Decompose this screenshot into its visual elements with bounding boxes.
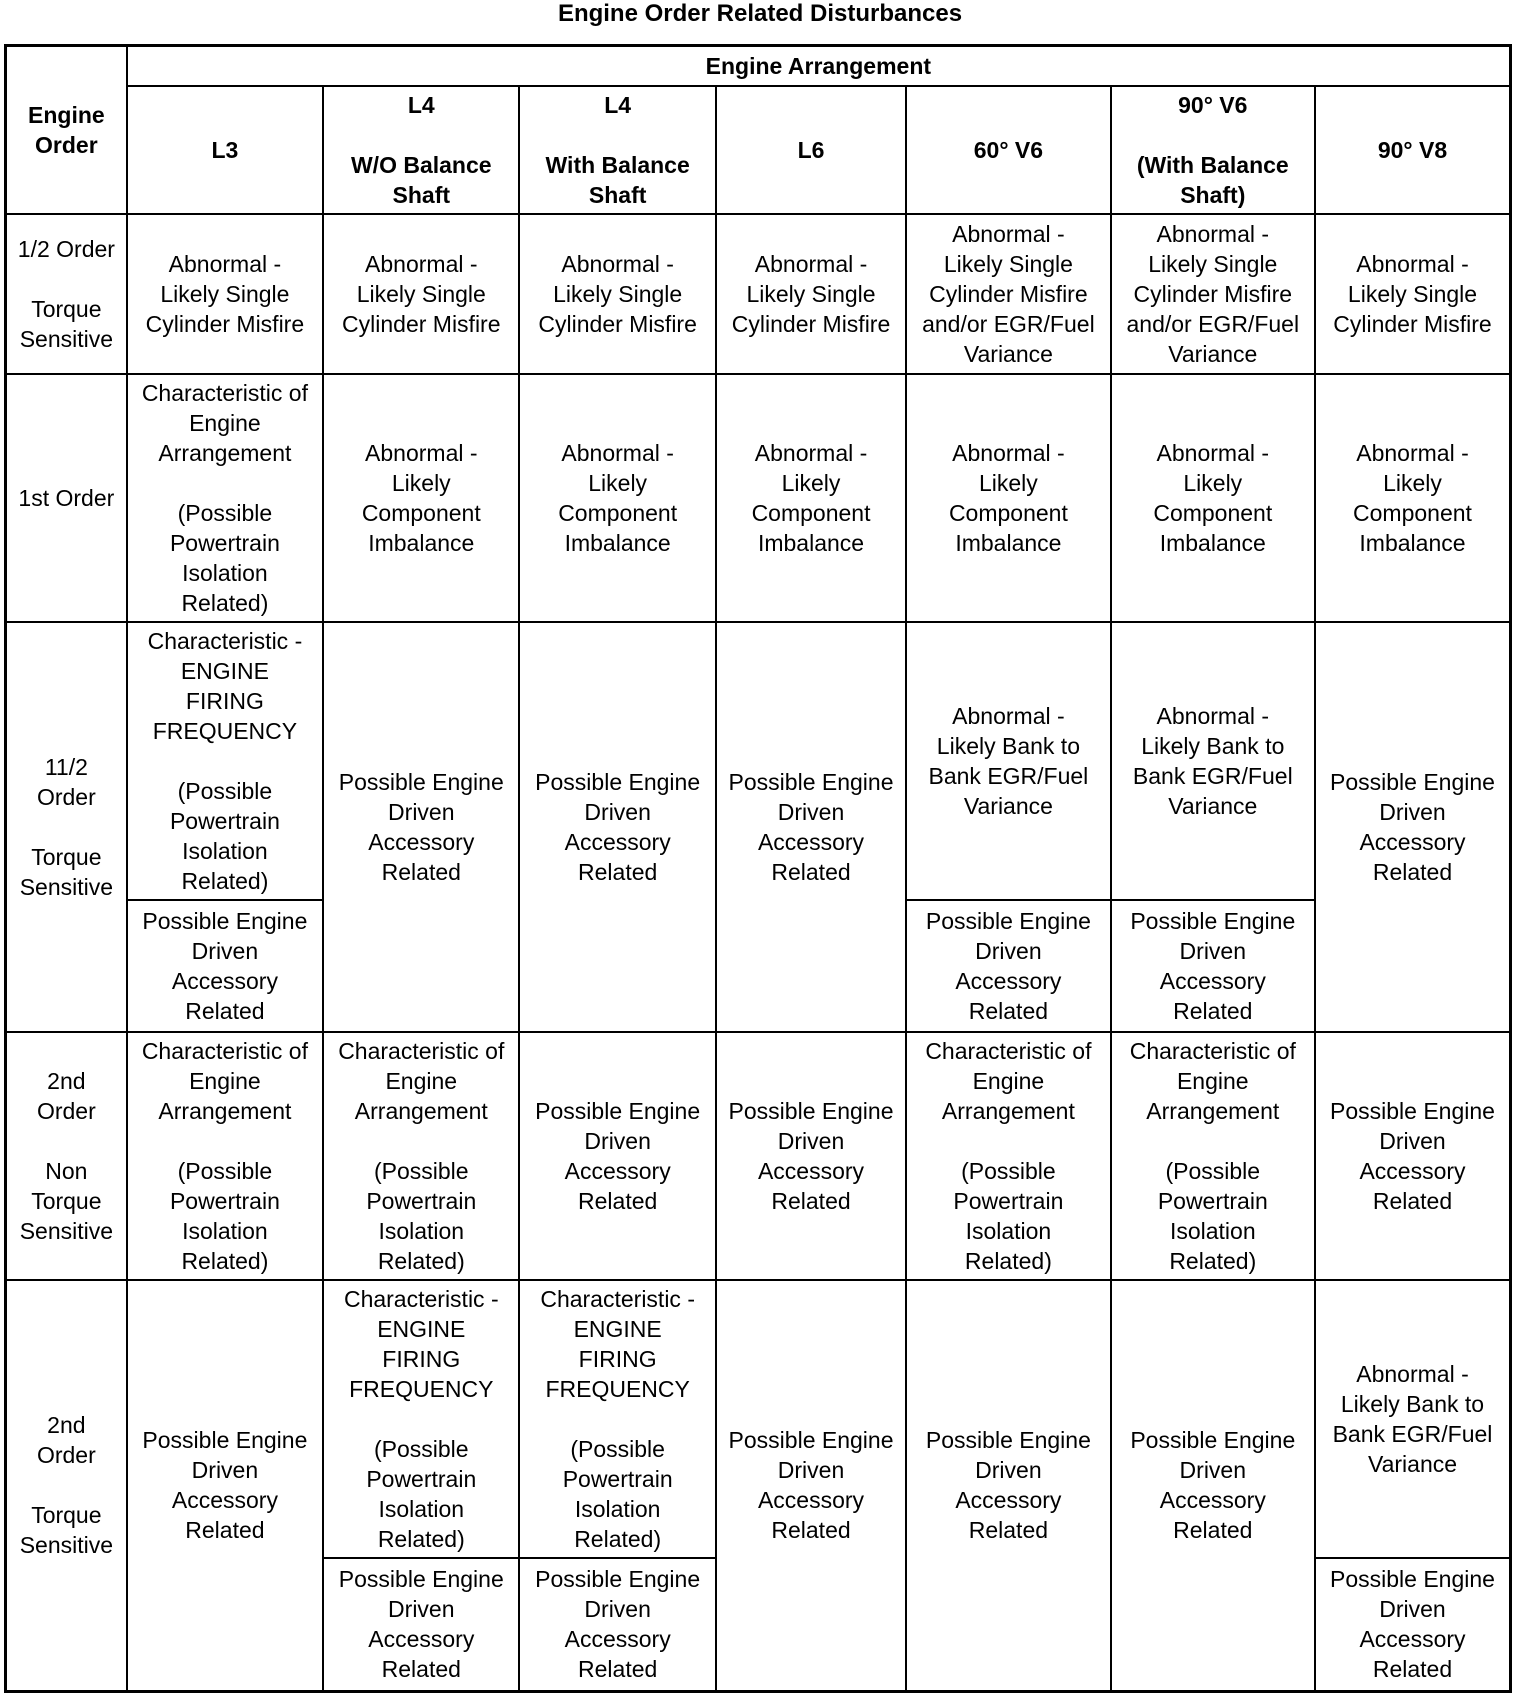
cell-secondtorque-l6: Possible Engine Driven Accessory Related xyxy=(716,1280,906,1692)
cell-onehalf-l4-wo: Possible Engine Driven Accessory Related xyxy=(323,622,519,1032)
header-row-columns xyxy=(6,86,1511,214)
cell-half-60-v6: Abnormal - Likely Single Cylinder Misfire and/or EGR/Fuel Variance xyxy=(906,214,1110,374)
cell-onehalf-l3-top: Characteristic - ENGINE FIRING FREQUENCY (Possible Powertrain Isolation Related) xyxy=(127,622,323,900)
cell-first-l4-with: Abnormal - Likely Component Imbalance xyxy=(519,374,715,622)
cell-first-l3: Characteristic of Engine Arrangement (Possible Powertrain Isolation Related) xyxy=(127,374,323,622)
col-header-60-v6: 60° V6 xyxy=(906,86,1110,214)
cell-onehalf-90-v8: Possible Engine Driven Accessory Related xyxy=(1315,622,1511,1032)
cell-secondnon-90-v6: Characteristic of Engine Arrangement (Possible Powertrain Isolation Related) xyxy=(1111,1032,1315,1280)
cell-secondtorque-l4-wo-top: Characteristic - ENGINE FIRING FREQUENCY (Possible Powertrain Isolation Related) xyxy=(323,1280,519,1558)
cell-onehalf-60-v6-top: Abnormal - Likely Bank to Bank EGR/Fuel Variance xyxy=(906,622,1110,900)
row-one-half-order-top xyxy=(6,622,1511,900)
row-half-order xyxy=(6,214,1511,374)
cell-secondtorque-l4-with-bottom: Possible Engine Driven Accessory Related xyxy=(519,1558,715,1692)
cell-half-90-v6: Abnormal - Likely Single Cylinder Misfire and/or EGR/Fuel Variance xyxy=(1111,214,1315,374)
cell-secondnon-90-v8: Possible Engine Driven Accessory Related xyxy=(1315,1032,1511,1280)
cell-onehalf-l3-bottom: Possible Engine Driven Accessory Related xyxy=(127,900,323,1032)
cell-secondnon-l4-with: Possible Engine Driven Accessory Related xyxy=(519,1032,715,1280)
page-title: Engine Order Related Disturbances xyxy=(557,0,963,27)
disturbance-table xyxy=(4,44,1512,1693)
cell-secondtorque-90-v6: Possible Engine Driven Accessory Related xyxy=(1111,1280,1315,1692)
header-row-arrangement xyxy=(6,46,1511,86)
row-second-order-torque-top xyxy=(6,1280,1511,1558)
col-header-90-v8: 90° V8 xyxy=(1315,86,1511,214)
header-engine-arrangement: Engine Arrangement xyxy=(127,46,1511,86)
row-label-one-half-order: 11/2 Order Torque Sensitive xyxy=(6,622,127,1032)
cell-secondnon-60-v6: Characteristic of Engine Arrangement (Possible Powertrain Isolation Related) xyxy=(906,1032,1110,1280)
cell-secondtorque-90-v8-top: Abnormal - Likely Bank to Bank EGR/Fuel Variance xyxy=(1315,1280,1511,1558)
cell-secondtorque-l4-wo-bottom: Possible Engine Driven Accessory Related xyxy=(323,1558,519,1692)
cell-half-l3: Abnormal - Likely Single Cylinder Misfire xyxy=(127,214,323,374)
cell-first-90-v6: Abnormal - Likely Component Imbalance xyxy=(1111,374,1315,622)
cell-first-l4-wo: Abnormal - Likely Component Imbalance xyxy=(323,374,519,622)
cell-half-l6: Abnormal - Likely Single Cylinder Misfire xyxy=(716,214,906,374)
header-engine-order: Engine Order xyxy=(6,46,127,214)
cell-half-l4-with: Abnormal - Likely Single Cylinder Misfire xyxy=(519,214,715,374)
row-label-second-non-torque: 2nd Order Non Torque Sensitive xyxy=(6,1032,127,1280)
cell-first-90-v8: Abnormal - Likely Component Imbalance xyxy=(1315,374,1511,622)
cell-secondnon-l4-wo: Characteristic of Engine Arrangement (Possible Powertrain Isolation Related) xyxy=(323,1032,519,1280)
row-first-order xyxy=(6,374,1511,622)
row-second-order-non-torque xyxy=(6,1032,1511,1280)
col-header-90-v6: 90° V6 (With Balance Shaft) xyxy=(1111,86,1315,214)
cell-onehalf-90-v6-bottom: Possible Engine Driven Accessory Related xyxy=(1111,900,1315,1032)
cell-half-90-v8: Abnormal - Likely Single Cylinder Misfire xyxy=(1315,214,1511,374)
row-label-second-torque: 2nd Order Torque Sensitive xyxy=(6,1280,127,1692)
cell-onehalf-l6: Possible Engine Driven Accessory Related xyxy=(716,622,906,1032)
cell-secondtorque-90-v8-bottom: Possible Engine Driven Accessory Related xyxy=(1315,1558,1511,1692)
row-label-first-order: 1st Order xyxy=(6,374,127,622)
cell-first-60-v6: Abnormal - Likely Component Imbalance xyxy=(906,374,1110,622)
cell-half-l4-wo: Abnormal - Likely Single Cylinder Misfire xyxy=(323,214,519,374)
cell-secondtorque-l3: Possible Engine Driven Accessory Related xyxy=(127,1280,323,1692)
cell-first-l6: Abnormal - Likely Component Imbalance xyxy=(716,374,906,622)
col-header-l4-wo-balance: L4 W/O Balance Shaft xyxy=(323,86,519,214)
col-header-l6: L6 xyxy=(716,86,906,214)
cell-secondtorque-60-v6: Possible Engine Driven Accessory Related xyxy=(906,1280,1110,1692)
cell-secondnon-l6: Possible Engine Driven Accessory Related xyxy=(716,1032,906,1280)
cell-onehalf-60-v6-bottom: Possible Engine Driven Accessory Related xyxy=(906,900,1110,1032)
row-label-half-order: 1/2 Order Torque Sensitive xyxy=(6,214,127,374)
cell-onehalf-90-v6-top: Abnormal - Likely Bank to Bank EGR/Fuel Variance xyxy=(1111,622,1315,900)
col-header-l4-with-balance: L4 With Balance Shaft xyxy=(519,86,715,214)
col-header-l3: L3 xyxy=(127,86,323,214)
cell-secondnon-l3: Characteristic of Engine Arrangement (Possible Powertrain Isolation Related) xyxy=(127,1032,323,1280)
cell-onehalf-l4-with: Possible Engine Driven Accessory Related xyxy=(519,622,715,1032)
cell-secondtorque-l4-with-top: Characteristic - ENGINE FIRING FREQUENCY (Possible Powertrain Isolation Related) xyxy=(519,1280,715,1558)
